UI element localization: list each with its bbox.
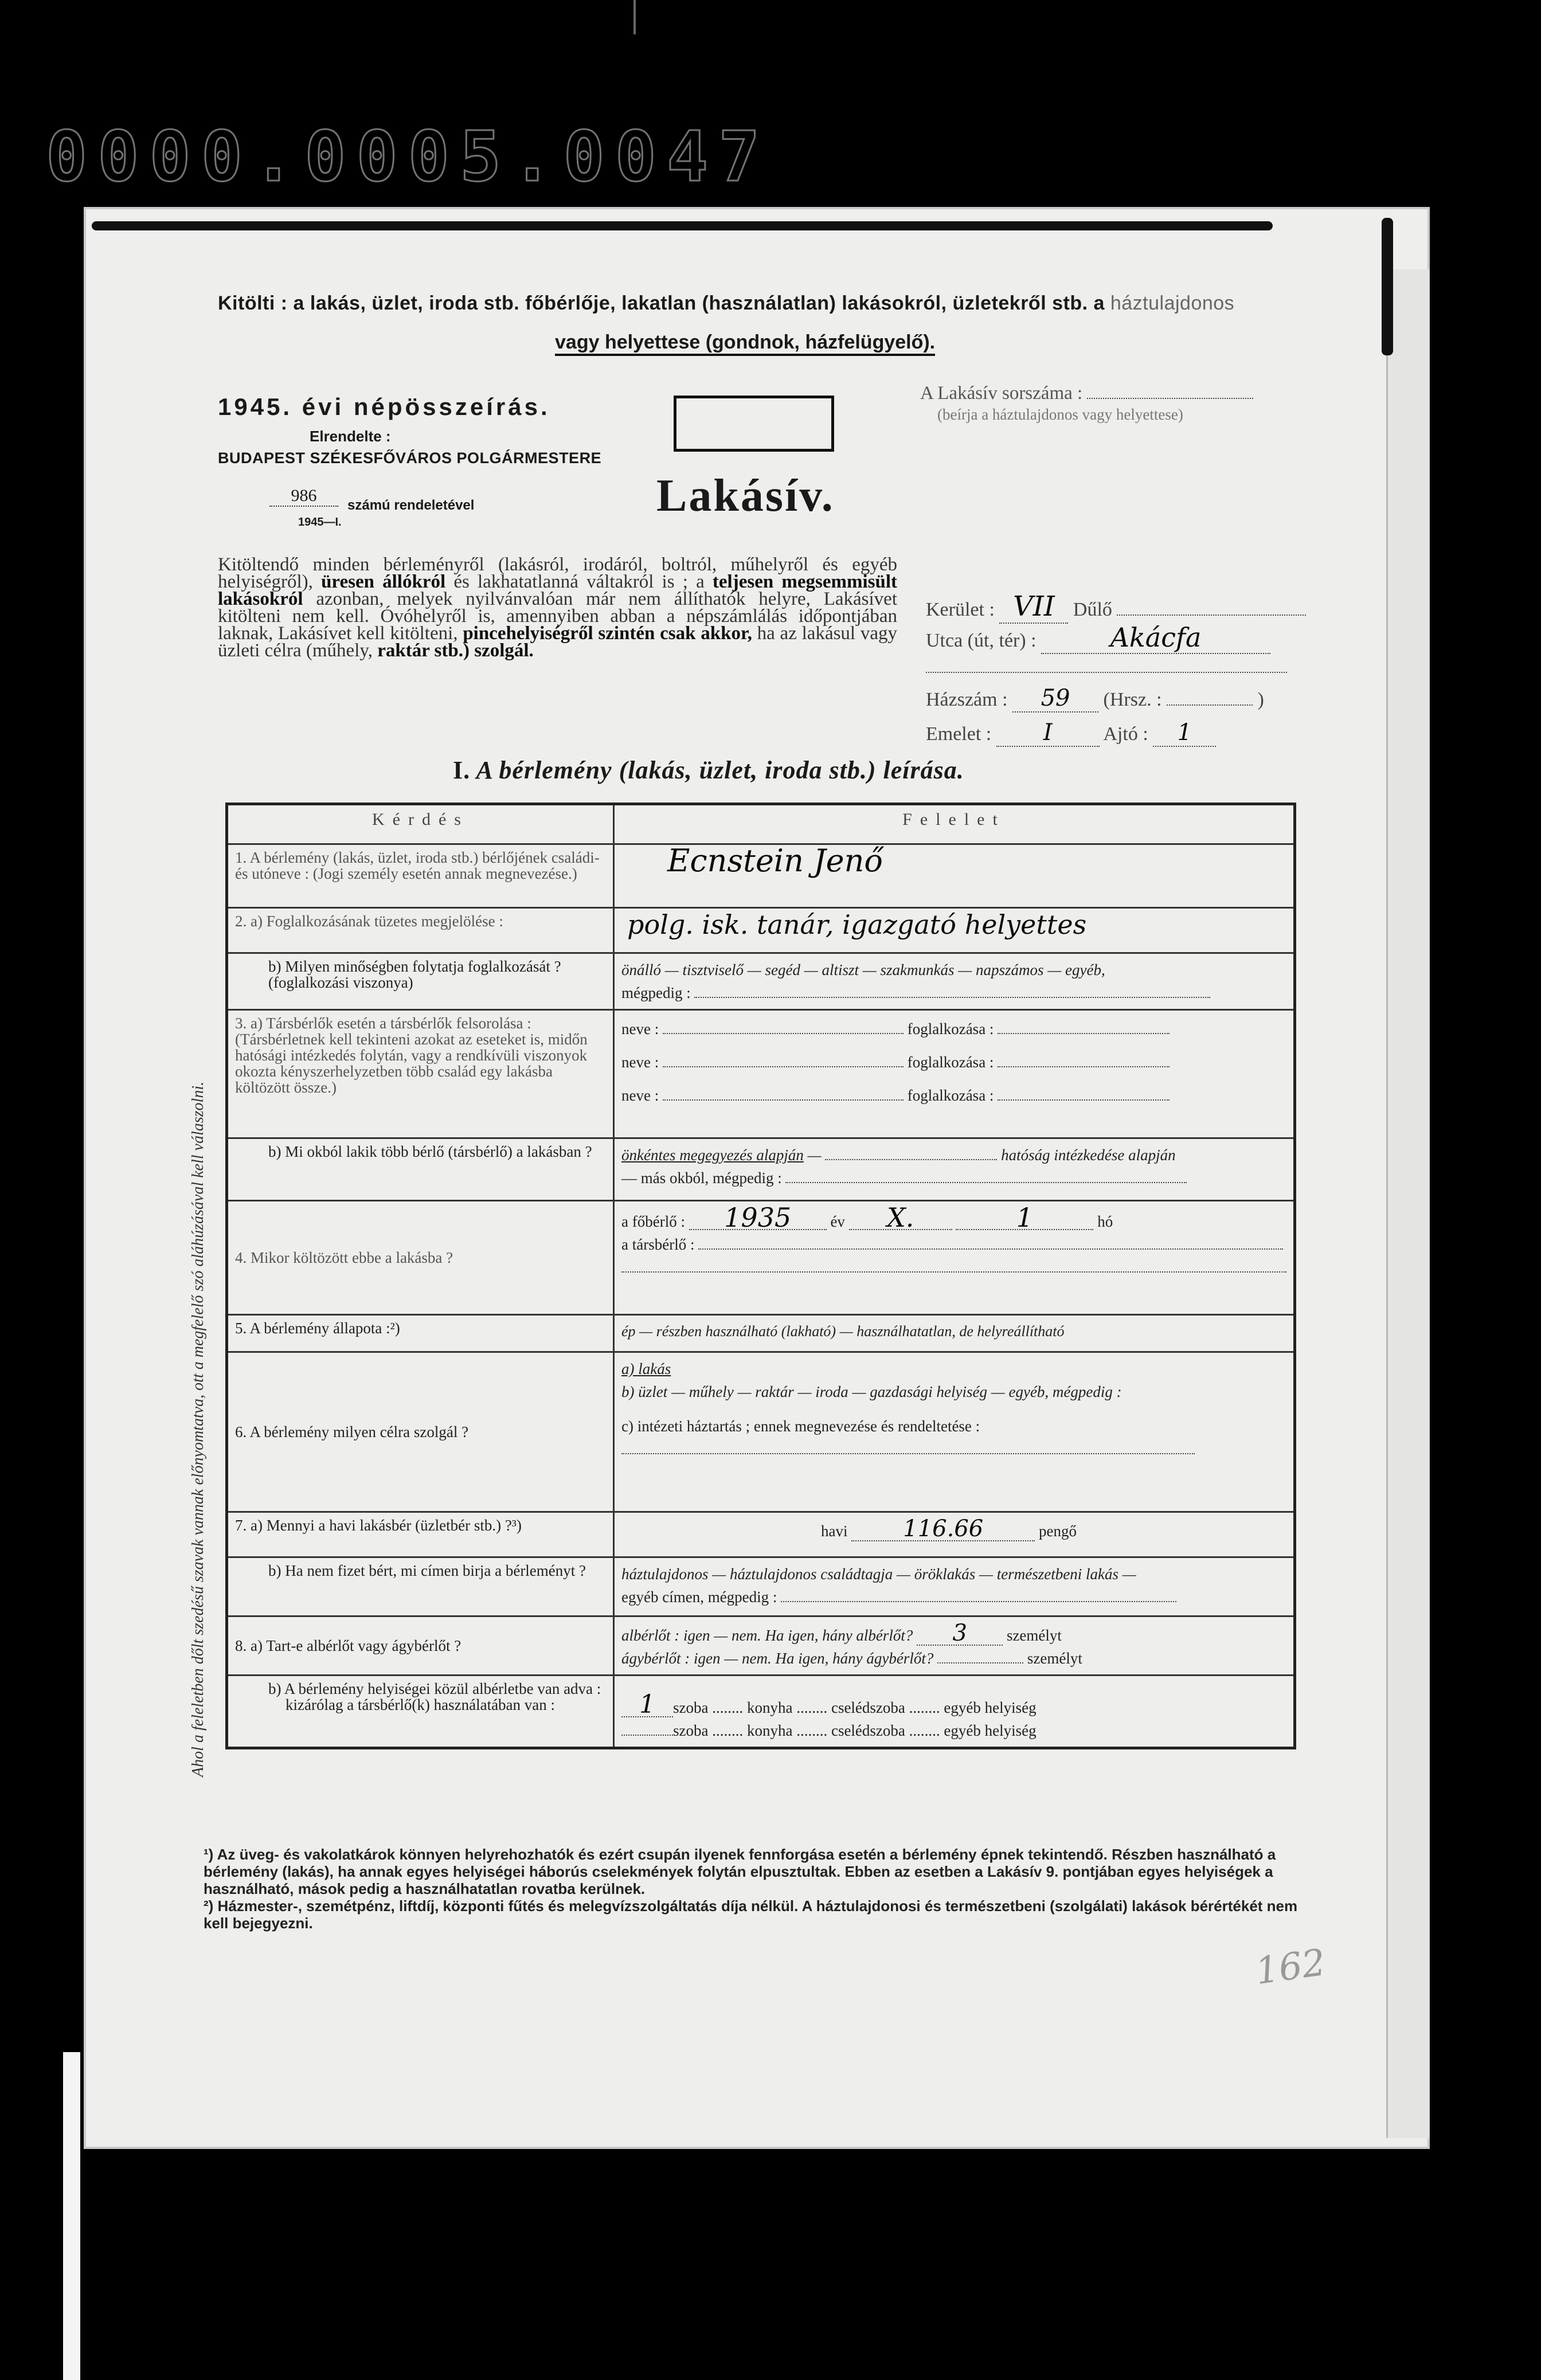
- cotenant-line: [621, 1017, 1286, 1040]
- rental-description-table: [225, 803, 1296, 1749]
- header-line1: Kitölti : a lakás, üzlet, iroda stb. főbérlője, lakatlan (használatlan) lakásokról, üzletekről stb. a: [218, 292, 1105, 314]
- cotenant-name-blank: [663, 1099, 904, 1101]
- floor-value: I: [996, 719, 1100, 747]
- decree-number: 986: [269, 486, 338, 507]
- serial-number-field: [920, 383, 1253, 404]
- answer-8b: [614, 1676, 1295, 1748]
- bedtenant-count: [937, 1662, 1023, 1663]
- other-reason-blank: [785, 1182, 1187, 1183]
- column-question: Kérdés: [227, 804, 614, 844]
- lot-blank: [1167, 704, 1253, 706]
- street-label: Utca (út, tér) :: [926, 630, 1037, 651]
- serial-label: A Lakásív sorszáma :: [920, 383, 1083, 404]
- subtenant-count: 3: [917, 1622, 1003, 1646]
- other-reason-label: — más okból, mégpedig :: [621, 1169, 782, 1187]
- cotenant-occupation-label: foglalkozása :: [907, 1087, 994, 1104]
- paper-edge: [1386, 269, 1429, 2138]
- table-row: [227, 1676, 1295, 1748]
- cotenant-move-label: a társbérlő :: [621, 1236, 695, 1253]
- question-1: 1. A bérlemény (lakás, üzlet, iroda stb.) bérlőjének családi- és utóneve : (Jogi személy esetén annak megnevezése.): [227, 844, 614, 908]
- ordered-by-label: Elrendelte :: [310, 428, 391, 445]
- table-row: [227, 1557, 1295, 1616]
- ordered-by: BUDAPEST SZÉKESFŐVÁROS POLGÁRMESTERE: [218, 449, 602, 467]
- intro-part2: és lakhatatlanná váltakról is ; a: [453, 571, 705, 592]
- street-value: Akácfa: [1041, 622, 1270, 654]
- subtenant-question: albérlőt : igen — nem. Ha igen, hány albérlőt?: [621, 1627, 913, 1644]
- pencil-note: 162: [1253, 1941, 1328, 1994]
- subtenant-unit: személyt: [1006, 1627, 1062, 1644]
- table-header-row: [227, 804, 1295, 844]
- census-title: 1945. évi népösszeírás.: [218, 393, 550, 420]
- cotenant-move-blank-2: [621, 1271, 1286, 1273]
- question-3a: 3. a) Társbérlők esetén a társbérlők felsorolása : (Társbérletnek kell tekinteni azokat az eseteket is, midőn hatósági intézkedés folytán, vagy a rendkívüli viszonyok okozta kényszerhelyzetben több család egy lakásba költözött össze.): [227, 1010, 614, 1138]
- question-7a: 7. a) Mennyi a havi lakásbér (üzletbér stb.) ?³): [227, 1512, 614, 1557]
- tenure-other-label: egyéb címen, mégpedig :: [621, 1588, 777, 1606]
- tenure-other: [621, 1586, 1286, 1608]
- stamp-box: [674, 396, 834, 452]
- table-row: [227, 1616, 1295, 1676]
- table-row: [227, 1512, 1295, 1557]
- street-row-2: [926, 656, 1287, 678]
- rooms-sublet-row: szoba ........ konyha ........ cselédszoba ........ egyéb helyiség: [673, 1699, 1037, 1716]
- section-heading: [453, 756, 964, 785]
- cotenant-name-label: neve :: [621, 1054, 659, 1071]
- street-blank-2: [926, 672, 1287, 673]
- year-label: év: [830, 1213, 845, 1230]
- question-2b: b) Milyen minőségben folytatja foglalkozását ? (foglalkozási viszonya): [227, 953, 614, 1010]
- question-2a: 2. a) Foglalkozásának tüzetes megjelölése :: [227, 908, 614, 953]
- answer-7b: [614, 1557, 1295, 1616]
- move-in-month: X.: [849, 1206, 952, 1230]
- header-instruction: [218, 292, 1234, 315]
- footnotes: [204, 1846, 1316, 1932]
- scan-shadow-right: [1382, 218, 1393, 355]
- move-in-co-line: [621, 1233, 1286, 1256]
- district-value: VII: [999, 590, 1068, 624]
- cotenant-occupation-blank: [998, 1066, 1170, 1067]
- tenure-other-blank: [781, 1601, 1176, 1602]
- film-frame-code: 0000.0005.0047: [46, 118, 770, 197]
- bedtenant-line: [621, 1647, 1286, 1670]
- house-number-value: 59: [1012, 685, 1098, 713]
- question-4: 4. Mikor költözött ebbe a lakásba ?: [227, 1201, 614, 1315]
- decree-year: 1945—I.: [298, 516, 342, 529]
- lot-label: (Hrsz. :: [1103, 689, 1162, 710]
- question-3b: b) Mi okból lakik több bérlő (társbérlő) a lakásban ?: [227, 1138, 614, 1201]
- table-row: [227, 844, 1295, 908]
- intro-bold2: teljesen megsemmisült lakásokról: [218, 571, 898, 609]
- bedtenant-question: ágybérlőt : igen — nem. Ha igen, hány ágybérlőt?: [621, 1650, 934, 1667]
- cotenant-name-blank: [663, 1066, 904, 1067]
- section-number: I.: [453, 756, 471, 784]
- rooms-sublet-count: 1: [621, 1693, 673, 1717]
- employment-specify: [621, 981, 1286, 1004]
- header-line1-suffix: háztulajdonos: [1110, 292, 1235, 314]
- street-row: [926, 622, 1270, 654]
- column-answer: Felelet: [614, 804, 1295, 844]
- answer-7a: [614, 1512, 1295, 1557]
- field-blank: [1117, 614, 1306, 616]
- table-row: [227, 1315, 1295, 1352]
- intro-part3: azonban, melyek nyilvánvalóan már nem állíthatók helyre, Lakásívet kitölteni nem kell. Óvóhelyről is, amennyiben abban a népszámlálás időpontjában laknak, Lakásívet kell kitölteni,: [218, 589, 897, 644]
- footnote-1: ¹) Az üveg- és vakolatkárok könnyen helyrehozhatók és ezért csupán ilyenek fennforgása esetén a bérlemény épnek tekintendő. Részben használható a bérlemény (lakás), ha annak egyes helyiségei háborús cselekmények folytán elpusztultak. Ebben az esetben a Lakásív 9. pontjában egyes helyiségek a használható, mások pedig a használhatatlan rovatba kerülnek.: [204, 1846, 1276, 1897]
- lot-close: ): [1257, 689, 1264, 710]
- cotenant-line: [621, 1084, 1286, 1107]
- purpose-option-a: a) lakás: [621, 1360, 671, 1377]
- district-label: Kerület :: [926, 599, 995, 620]
- main-tenant-label: a főbérlő :: [621, 1213, 685, 1230]
- occupation-value: polg. isk. tanár, igazgató helyettes: [627, 909, 1087, 940]
- cotenant-name-blank: [663, 1033, 904, 1034]
- film-edge-mark: [63, 2052, 80, 2380]
- house-number-row: [926, 685, 1264, 713]
- intro-part4: ha az lakásul vagy üzleti célra (műhely,: [218, 623, 898, 661]
- rooms-sublet-line: [621, 1690, 1286, 1719]
- header-line2: vagy helyettese (gondnok, házfelügyelő).: [555, 331, 935, 356]
- cotenant-occupation-blank: [998, 1099, 1170, 1101]
- employment-specify-label: mégpedig :: [621, 984, 691, 1001]
- move-in-year: 1935: [689, 1206, 827, 1230]
- employment-options: önálló — tisztviselő — segéd — altiszt — szakmunkás — napszámos — egyéb,: [621, 961, 1105, 978]
- answer-2b: [614, 953, 1295, 1010]
- answer-3a: [614, 1010, 1295, 1138]
- rooms-cotenant-row: szoba ........ konyha ........ cselédszoba ........ egyéb helyiség: [673, 1722, 1037, 1739]
- purpose-option-b: b) üzlet — műhely — raktár — iroda — gazdasági helyiség — egyéb, mégpedig :: [621, 1383, 1122, 1400]
- rent-unit: pengő: [1039, 1522, 1077, 1540]
- cotenant-occupation-blank: [998, 1033, 1170, 1034]
- day-label: hó: [1097, 1213, 1113, 1230]
- house-number-label: Házszám :: [926, 689, 1008, 710]
- scan-shadow-top: [92, 221, 1273, 230]
- question-5: 5. A bérlemény állapota :²): [227, 1315, 614, 1352]
- subtenant-line: [621, 1622, 1286, 1647]
- purpose-blank-line: [621, 1453, 1195, 1454]
- answer-5: ép — részben használható (lakható) — használhatatlan, de helyreállítható: [614, 1315, 1295, 1352]
- decree-label: számú rendeletével: [347, 498, 475, 513]
- intro-bold4: raktár stb.) szolgál.: [377, 640, 534, 661]
- table-row: [227, 1352, 1295, 1512]
- table-row: [227, 908, 1295, 953]
- cotenant-name-label: neve :: [621, 1087, 659, 1104]
- question-8b: [227, 1676, 614, 1748]
- voluntary-option: önkéntes megegyezés alapján: [621, 1146, 804, 1164]
- cotenant-line: [621, 1051, 1286, 1074]
- floor-label: Emelet :: [926, 723, 992, 745]
- intro-bold1: üresen állókról: [321, 571, 446, 592]
- cotenant-move-blank: [698, 1248, 1283, 1250]
- answer-3b: [614, 1138, 1295, 1201]
- intro-text: [218, 556, 897, 659]
- purpose-blank: [621, 1438, 1286, 1461]
- question-8b-line2: kizárólag a társbérlő(k) használatában van :: [285, 1696, 556, 1713]
- serial-number-blank: [1087, 398, 1253, 399]
- tenant-name: Ecnstein Jenő: [667, 843, 883, 879]
- purpose-option-c: c) intézeti háztartás ; ennek megnevezése és rendeltetése :: [621, 1418, 980, 1435]
- serial-note: (beírja a háztulajdonos vagy helyettese): [937, 406, 1183, 423]
- move-in-extra-line: [621, 1256, 1286, 1279]
- answer-8a: [614, 1616, 1295, 1676]
- answer-1: [614, 844, 1295, 908]
- rooms-cotenant-count: [621, 1735, 673, 1736]
- footnote-2: ²) Házmester-, szemétpénz, liftdíj, központi fűtés és melegvízszolgáltatás díja nélkül. A háztulajdonosi és természetbeni (szolgálati) lakások bérértékét nem kell bejegyezni.: [204, 1897, 1298, 1932]
- table-row: [227, 1138, 1295, 1201]
- field-label: Dűlő: [1073, 599, 1112, 620]
- film-tick: [633, 0, 636, 34]
- intro-bold3: pincehelyiségről szintén csak akkor,: [463, 623, 752, 644]
- cotenant-occupation-label: foglalkozása :: [907, 1054, 994, 1071]
- answer-4: [614, 1201, 1295, 1315]
- sidebar-instruction: Ahol a feleletben dőlt szedésű szavak vannak előnyomtatva, ott a megfelelő szó aláhúzásával kell válaszolni.: [189, 1081, 207, 1777]
- floor-door-row: [926, 719, 1216, 747]
- cotenant-name-label: neve :: [621, 1020, 659, 1038]
- table-row: [227, 953, 1295, 1010]
- employment-specify-blank: [694, 997, 1210, 998]
- form-title: Lakásív.: [656, 471, 835, 521]
- rooms-cotenant-line: [621, 1719, 1286, 1742]
- cotenancy-reason-line: önkéntes megegyezés alapján — hatóság intézkedése alapján: [621, 1146, 1176, 1164]
- section-title: A bérlemény (lakás, üzlet, iroda stb.) leírása.: [476, 756, 964, 784]
- rent-value: 116.66: [851, 1517, 1035, 1541]
- move-in-main-line: [621, 1202, 1286, 1233]
- move-in-day: 1: [956, 1206, 1093, 1230]
- bedtenant-unit: személyt: [1027, 1650, 1082, 1667]
- authority-option: hatóság intézkedése alapján: [1001, 1146, 1176, 1164]
- tenure-options: háztulajdonos — háztulajdonos családtagja — öröklakás — természetbeni lakás —: [621, 1565, 1136, 1583]
- question-7b: b) Ha nem fizet bért, mi címen birja a bérleményt ?: [227, 1557, 614, 1616]
- question-8b-line1: b) A bérlemény helyiségei közül albérletbe van adva :: [268, 1680, 601, 1697]
- cotenancy-other-line: [621, 1166, 1286, 1189]
- reason-blank: [825, 1159, 997, 1160]
- question-8a: 8. a) Tart-e albérlőt vagy ágybérlőt ?: [227, 1616, 614, 1676]
- intro-part1: Kitöltendő minden bérleményről (lakásról, irodáról, boltról, műhelyről és egyéb helyiségről),: [218, 554, 897, 592]
- door-label: Ajtó :: [1103, 723, 1148, 745]
- rent-prefix: havi: [821, 1522, 848, 1540]
- door-value: 1: [1153, 719, 1216, 747]
- answer-2a: [614, 908, 1295, 953]
- table-row: [227, 1201, 1295, 1315]
- cotenant-occupation-label: foglalkozása :: [907, 1020, 994, 1038]
- district-row: [926, 590, 1306, 624]
- question-6: 6. A bérlemény milyen célra szolgál ?: [227, 1352, 614, 1512]
- table-row: [227, 1010, 1295, 1138]
- answer-6: [614, 1352, 1295, 1512]
